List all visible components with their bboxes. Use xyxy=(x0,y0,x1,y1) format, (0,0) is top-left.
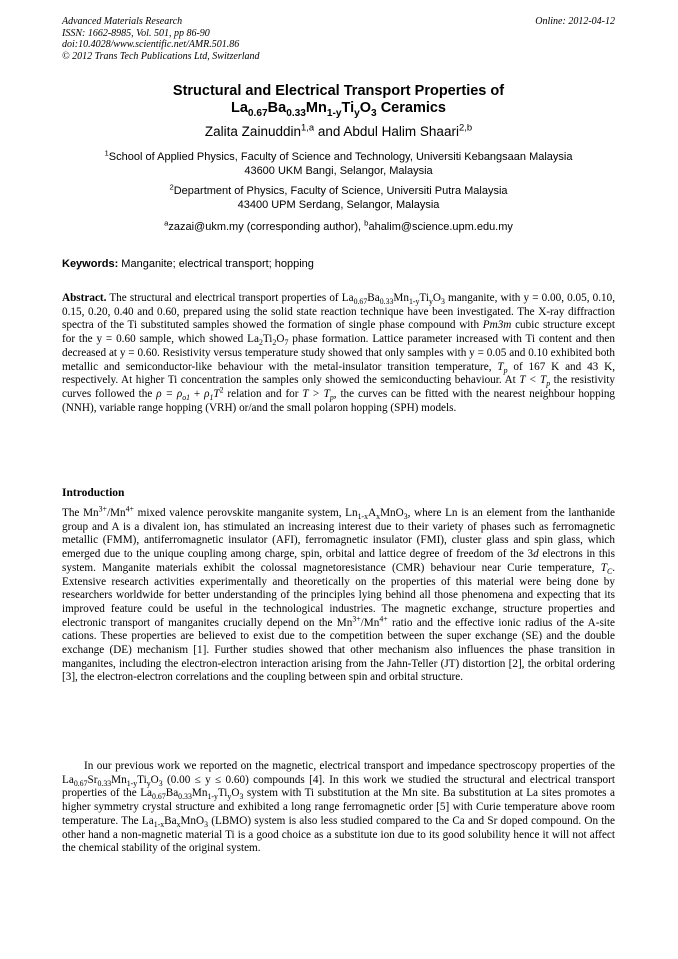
section-heading-introduction: Introduction xyxy=(62,487,125,499)
author-2: Abdul Halim Shaari xyxy=(343,124,459,139)
affiliation-2: $^2$Department of Physics, Faculty of Science, Universiti Putra Malaysia 43400 UPM Serdang, Selangor, Malaysia xyxy=(169,182,508,211)
introduction-paragraph-1: The $Mn^{3+}/Mn^{4+}$ mixed valence perovskite manganite system, $Ln_{1-x}A_xMnO_3$, where Ln is an element from the lanthanide group and A is a divalent ion, has stimulated an increasing interest due to their variety of phases such as ferromagnetic metallic (FMM), antiferromagnetic insulator (AFI), ferromagnetic insulator (FMI), cluster glass and spin glass, which emerged due to the unique coupling among charge, spin, orbital and lattice degree of freedom of the 3d electrons in this system. Manganite materials exhibit the colossal magnetoresistance (CMR) behaviour near Curie temperature, $T_C$. Extensive research activities experimentally and theoretically on the properties of this material were being done by researchers worldwide for better understanding of the principles lying behind all those phenomena and expecting that its improved feature could be useful in the technological industries. The magnetic exchange, structure properties and electronic transport of manganites crucially depend on the $Mn^{3+}/Mn^{4+}$ ratio and the effective ionic radius of the A-site cations. These properties are believed to exist due to the competition between the super exchange (SE) and the double exchange (DE) mechanism [1]. Further studies showed that other mechanism also influences the phase transition in manganites, including the electron-electron interaction arising from the Jahn-Teller (JT) distortion [2], the orbital ordering [3], the electron-electron correlations and the coupling between spin and orbital structure. xyxy=(62,504,616,684)
paper-title xyxy=(62,83,615,117)
author-emails: $^a$zazai@ukm.my (corresponding author), $^b$ahalim@science.upm.edu.my xyxy=(164,218,513,233)
affiliation-1: $^1$School of Applied Physics, Faculty of Science and Technology, Universiti Kebangsaan Malaysia 43600 UKM Bangi, Selangor, Malaysia xyxy=(104,148,573,177)
email-a: zazai@ukm.my (corresponding author), xyxy=(168,221,365,233)
journal-doi: doi:10.4028/www.scientific.net/AMR.501.86 xyxy=(62,39,240,50)
journal-name: Advanced Materials Research xyxy=(62,16,183,27)
online-date: Online: 2012-04-12 xyxy=(535,16,615,27)
email-b: ahalim@science.upm.edu.my xyxy=(368,221,513,233)
author-list: Zalita Zainuddin$^{1,a}$ and Abdul Halim Shaari$^{2,b}$ xyxy=(204,122,473,139)
introduction-paragraph-2: In our previous work we reported on the magnetic, electrical transport and impedance spectroscopy properties of the $La_{0.67}Sr_{0.33}Mn_{1-y}Ti_yO_3$ (0.00 ≤ y ≤ 0.60) compounds [4]. In this work we studied the structural and electrical transport properties of the $La_{0.67}Ba_{0.33}Mn_{1-y}Ti_yO_3$ system with Ti substitution at the Mn site. Ba substitution at La sites promotes a higher symmetry crystal structure and exhibited a long range ferromagnetic order [5] with Curie temperature above room temperature. The $La_{1-x}Ba_xMnO_3$ (LBMO) system is also less studied compared to the Ca and Sr doped compound. On the other hand a non-magnetic material Ti is a good choice as a substitute ion due to its good solubility hence it will not affect the chemical stability of the original system. xyxy=(62,760,616,855)
keywords-label: Keywords: xyxy=(62,258,119,270)
keywords xyxy=(62,257,615,271)
title-line-2: $La_{0.67}Ba_{0.33}Mn_{1-y}Ti_yO_3$ Ceramics xyxy=(231,100,446,119)
journal-header xyxy=(62,16,615,62)
title-line-1: Structural and Electrical Transport Properties of xyxy=(172,83,505,99)
journal-copyright: © 2012 Trans Tech Publications Ltd, Switzerland xyxy=(62,50,260,62)
author-1: Zalita Zainuddin xyxy=(204,124,301,139)
abstract: Abstract. The structural and electrical transport properties of $La_{0.67}Ba_{0.33}Mn_{1-y}Ti_yO_3$ manganite, with y = 0.00, 0.05, 0.10, 0.15, 0.20, 0.40 and 0.60, prepared using the solid state reaction technique have been investigated. The X-ray diffraction spectra of the Ti substituted samples showed the formation of single phase compound with Pm3m cubic structure except for the y = 0.60 sample, which showed $La_2Ti_2O_7$ phase formation. Lattice parameter increased with Ti content and then decreased at y = 0.60. Resistivity versus temperature study showed that only samples with y = 0.05 and 0.10 exhibited both metallic and semiconductor-like behaviour with the metal-insulator transition temperature, $T_p$ of 167 K and 43 K, respectively. At higher Ti concentration the samples only showed the semiconducting behaviour. At $T < T_p$ the resistivity curves followed the $\rho = \rho_{o1} + \rho_1T^2$ relation and for $T > T_p$, the curves can be fitted with the nearest neighbour hopping (NNH), variable range hopping (VRH) or/and the small polaron hopping (SPH) models. xyxy=(62,292,616,414)
journal-issn: ISSN: 1662-8985, Vol. 501, pp 86-90 xyxy=(62,27,210,39)
abstract-label: Abstract. xyxy=(62,292,107,304)
keywords-text: Manganite; electrical transport; hopping xyxy=(118,258,314,270)
